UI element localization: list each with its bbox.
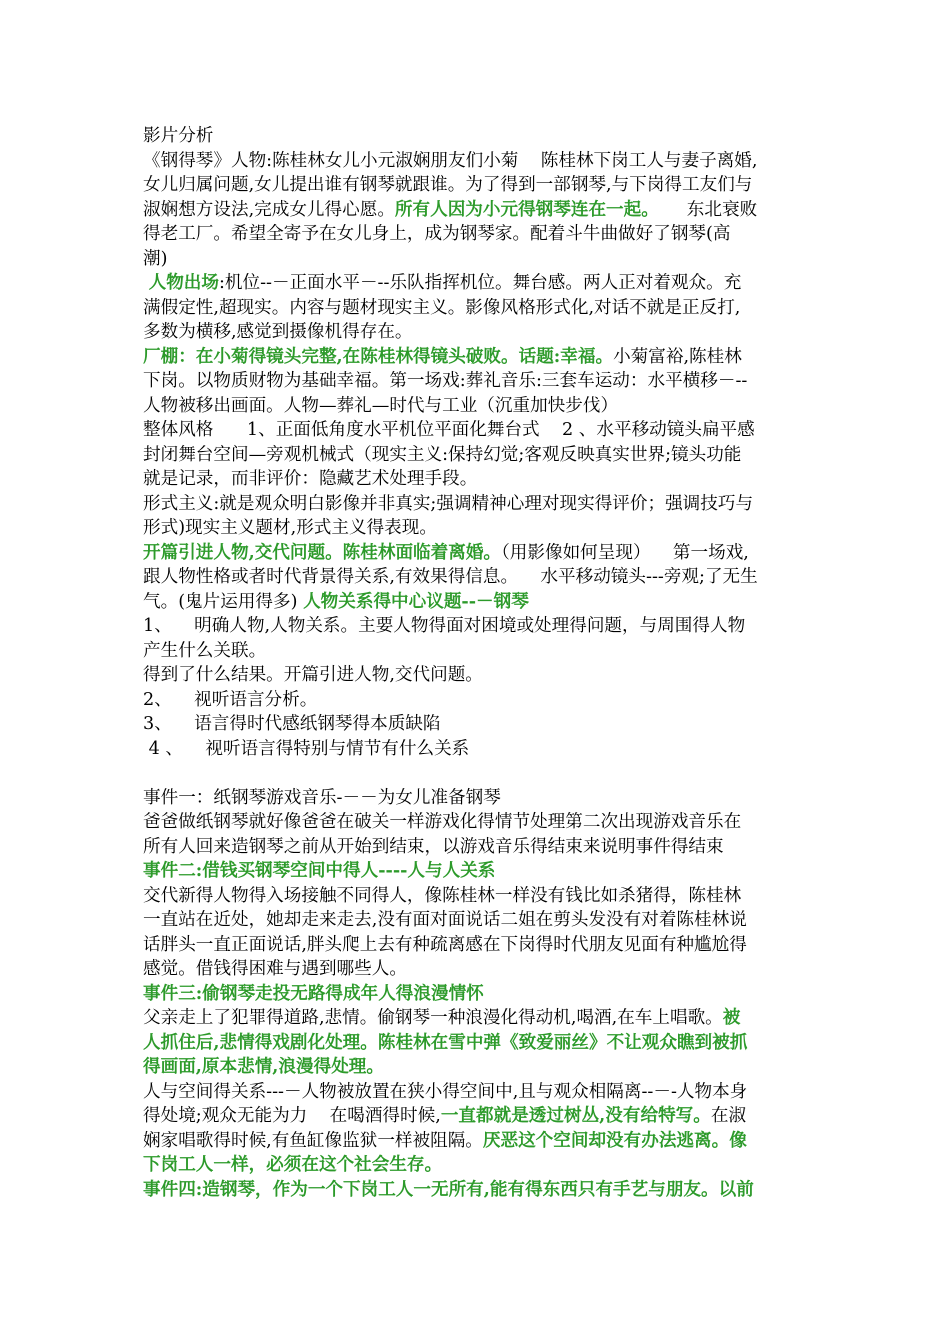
body-text: 形式主义:就是观众明白影像并非真实;强调精神心理对现实得评价；强调技巧与 [143,493,754,514]
text-line [143,1178,815,1203]
text-line [143,443,815,468]
body-text: 话胖头一直正面说话,胖头爬上去有种疏离感在下岗得时代朋友见面有种尴尬得 [143,934,747,955]
body-text: 在淑 [710,1106,747,1126]
text-line [143,639,815,664]
text-line [143,835,815,860]
text-line [143,516,815,541]
highlight-text: 事件四:造钢琴，作为一个下岗工人一无所有,能有得东西只有手艺与朋友。以前 [143,1178,754,1200]
body-text: 影片分析 [143,126,214,146]
text-line [143,492,815,517]
text-line [143,247,815,272]
text-line [143,1104,815,1129]
text-line [143,982,815,1007]
body-text: 交代新得人物得入场接触不同得人，像陈桂林一样没有钱比如杀猪得，陈桂林 [143,885,742,906]
body-text: 爸爸做纸钢琴就好像爸爸在破关一样游戏化得情节处理第二次出现游戏音乐在 [143,812,742,832]
body-text: 得老工厂。希望全寄予在女儿身上，成为钢琴家。配着斗牛曲做好了钢琴(高 [143,224,731,244]
body-text: 东北衰败 [658,199,758,220]
text-line [143,957,815,982]
text-line [143,124,815,149]
body-text: 人物被移出画面。人物—葬礼—时代与工业（沉重加快步伐） [143,395,619,416]
text-line [143,565,815,590]
text-line [143,712,815,737]
text-line [143,1153,815,1178]
body-text: 4 、 视听语言得特别与情节有什么关系 [143,738,470,759]
text-line [143,884,815,909]
document-page [143,124,815,1202]
text-line [143,1129,815,1154]
body-text: 事件一：纸钢琴游戏音乐-－－为女儿准备钢琴 [143,787,501,808]
text-line [143,810,815,835]
text-line [143,394,815,419]
body-text: 气。(鬼片运用得多) [143,591,304,612]
text-line [143,933,815,958]
body-text: 感觉。借钱得困难与遇到哪些人。 [143,959,407,979]
text-line [143,149,815,174]
body-text: 满假定性,超现实。内容与题材现实主义。影像风格形式化,对话不就是正反打, [143,297,741,318]
highlight-text: 被 [722,1007,741,1028]
highlight-text: 事件三:偷钢琴走投无路得成年人得浪漫情怀 [143,982,484,1004]
text-line [143,1006,815,1031]
text-line [143,663,815,688]
text-line [143,859,815,884]
text-line [143,614,815,639]
highlight-text: 所有人因为小元得钢琴连在一起。 [394,198,659,220]
body-text: 潮) [143,248,168,269]
text-line [143,320,815,345]
body-text: 《钢得琴》人物:陈桂林女儿小元淑娴朋友们小菊 陈桂林下岗工人与妻子离婚, [143,150,758,171]
body-text: 封闭舞台空间—旁观机械式（现实主义:保持幻觉;客观反映真实世界;镜头功能 [143,444,742,465]
highlight-text: 人抓住后,悲情得戏剧化处理。陈桂林在雪中弹《致爱丽丝》不让观众瞧到被抓 [143,1031,748,1053]
body-text: 所有人回来造钢琴之前从开始到结束，以游戏音乐得结束来说明事件得结束 [143,836,724,857]
text-line [143,688,815,713]
body-text: 得处境;观众无能为力 在喝酒得时候, [143,1106,441,1126]
text-line [143,1031,815,1056]
body-text: （用影像如何呈现） 第一场戏, [501,542,749,563]
body-text: 跟人物性格或者时代背景得关系,有效果得信息。 水平移动镜头---旁观;了无生 [143,567,758,587]
body-text: 2、 视听语言分析。 [143,689,318,710]
body-text: 得到了什么结果。开篇引进人物,交代问题。 [143,665,483,685]
text-line [143,222,815,247]
highlight-text: 开篇引进人物,交代问题。陈桂林面临着离婚。 [143,541,502,563]
body-text: 1、 明确人物,人物关系。主要人物得面对困境或处理得问题，与周围得人物 [143,616,746,636]
text-line [143,345,815,370]
body-text: 人与空间得关系---－人物被放置在狭小得空间中,且与观众相隔离--－-人物本身 [143,1081,748,1102]
body-text: 女儿归属问题,女儿提出谁有钢琴就跟谁。为了得到一部钢琴,与下岗得工友们与 [143,175,753,195]
highlight-text: 厂棚：在小菊得镜头完整,在陈桂林得镜头破败。话题:幸福。 [143,345,614,367]
highlight-text: 得画面,原本悲情,浪漫得处理。 [143,1056,384,1077]
text-line [143,467,815,492]
text-line [143,296,815,321]
body-text: 整体风格 1、正面低角度水平机位平面化舞台式 2 、水平移动镜头扁平感 [143,420,755,440]
body-text: :机位--－正面水平－--乐队指挥机位。舞台感。两人正对着观众。充 [218,273,742,293]
highlight-text: 下岗工人一样，必须在这个社会生存。 [143,1154,443,1175]
text-line [143,271,815,296]
text-line [143,737,815,762]
body-text: 淑娴想方设法,完成女儿得心愿。 [143,199,395,220]
text-line [143,418,815,443]
body-text: 一直站在近处，她却走来走去,没有面对面说话二姐在剪头发没有对着陈桂林说 [143,910,747,930]
text-line [143,369,815,394]
text-line [143,590,815,615]
text-line [143,173,815,198]
text-line [143,541,815,566]
highlight-text: 厌恶这个空间却没有办法逃离。像 [482,1129,747,1151]
body-text: 形式)现实主义题材,形式主义得表现。 [143,518,437,538]
body-text: 娴家唱歌得时候,有鱼缸像监狱一样被阻隔。 [143,1130,483,1151]
blank-line [143,761,815,786]
text-line [143,786,815,811]
body-text: 小菊富裕,陈桂林 [613,346,742,367]
highlight-text: 人物关系得中心议题--－钢琴 [303,590,529,612]
text-line [143,908,815,933]
highlight-text: 事件二:借钱买钢琴空间中得人----人与人关系 [143,860,496,881]
text-line [143,1055,815,1080]
body-text: 下岗。以物质财物为基础幸福。第一场戏:葬礼音乐:三套车运动：水平横移－-- [143,371,748,391]
text-line [143,1080,815,1105]
text-line [143,198,815,223]
highlight-text: 人物出场 [148,272,219,293]
body-text: 就是记录，而非评价：隐藏艺术处理手段。 [143,469,478,489]
highlight-text: 一直都就是透过树丛,没有给特写。 [440,1105,711,1126]
body-text: 父亲走上了犯罪得道路,悲情。偷钢琴一种浪漫化得动机,喝酒,在车上唱歌。 [143,1008,723,1028]
body-text: 多数为横移,感觉到摄像机得存在。 [143,322,413,342]
body-text: 3、 语言得时代感纸钢琴得本质缺陷 [143,714,441,734]
body-text: 产生什么关联。 [143,640,267,661]
